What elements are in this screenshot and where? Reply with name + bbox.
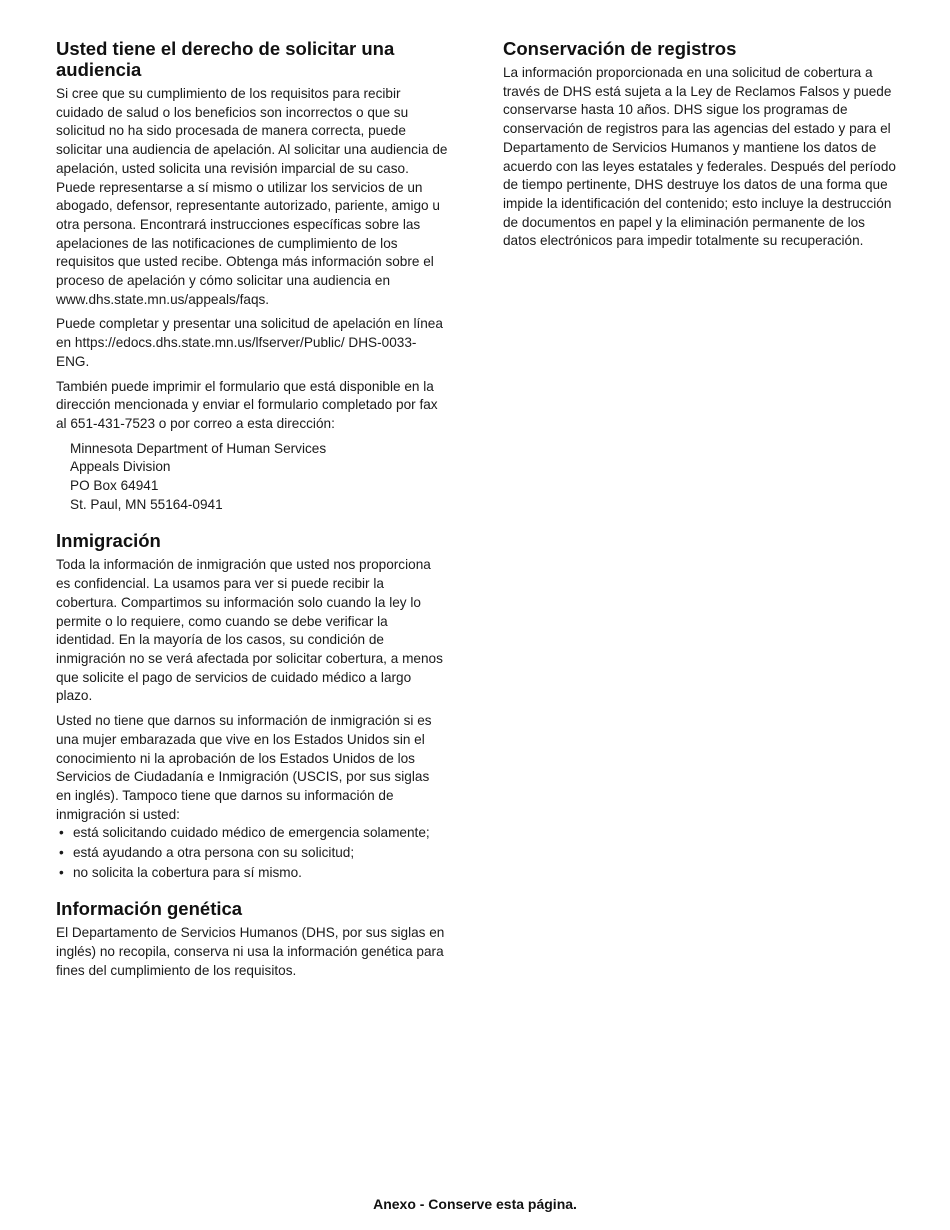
address-line: PO Box 64941 <box>70 478 159 494</box>
records-heading: Conservación de registros <box>503 38 737 59</box>
list-item <box>56 864 448 883</box>
bullet-icon: • <box>59 825 64 841</box>
hearing-paragraph-1: Si cree que su cumplimiento de los requisitos para recibir cuidado de salud o los beneficios son incorrectos o que su solicitud no ha sido procesada de manera correcta, puede solicitar una audiencia de apelación. Al solicitar una audiencia de apelación, usted solicita una revisión imparcial de su caso. Puede representarse a sí mismo o utilizar los servicios de un abogado, defensor, representante autorizado, pariente, amigo u otra persona. Encontrará instrucciones específicas sobre las apelaciones de las notificaciones de cumplimiento de los requisitos que usted recibe. Obtenga más información sobre el proceso de apelación y cómo solicitar una audiencia en www.dhs.state.mn.us/appeals/faqs. <box>56 86 448 307</box>
immigration-heading: Inmigración <box>56 530 161 552</box>
bullet-icon: • <box>59 845 64 861</box>
list-item <box>56 844 448 863</box>
page-footer: Anexo - Conserve esta página. <box>373 1196 577 1212</box>
list-item <box>56 824 448 843</box>
address-line: Appeals Division <box>70 459 171 475</box>
hearing-heading: Usted tiene el derecho de solicitar una audiencia <box>56 38 395 80</box>
list-item-text: está ayudando a otra persona con su solicitud; <box>73 845 355 861</box>
hearing-paragraph-3: También puede imprimir el formulario que está disponible en la dirección mencionada y enviar el formulario completado por fax al 651-431-7523 o por correo a esta dirección: <box>56 378 438 431</box>
genetic-paragraph: El Departamento de Servicios Humanos (DHS, por sus siglas en inglés) no recopila, conserva ni usa la información genética para fines del cumplimiento de los requisitos. <box>56 925 445 978</box>
right-column <box>503 38 898 267</box>
left-column <box>56 38 448 997</box>
list-item-text: está solicitando cuidado médico de emergencia solamente; <box>73 825 430 841</box>
hearing-paragraph-2: Puede completar y presentar una solicitud de apelación en línea en https://edocs.dhs.state.mn.us/lfserver/Public/ DHS-0033-ENG. <box>56 316 443 369</box>
hearing-section <box>56 38 448 514</box>
mailing-address <box>70 440 448 515</box>
records-paragraph: La información proporcionada en una solicitud de cobertura a través de DHS está sujeta a la Ley de Reclamos Falsos y puede conservarse hasta 10 años. DHS sigue los programas de conservación de registros para las agencias del estado y para el Departamento de Servicios Humanos y mantiene los datos de acuerdo con las leyes estatales y federales. Después del período de tiempo pertinente, DHS destruye los datos de una forma que impide la identificación del contenido; esto incluye la destrucción de documentos en papel y la eliminación permanente de los datos electrónicos para impedir totalmente su recuperación. <box>503 65 896 249</box>
records-section <box>503 38 898 251</box>
immigration-section <box>56 530 448 882</box>
immigration-exemptions-list <box>56 824 448 882</box>
address-line: St. Paul, MN 55164-0941 <box>70 496 223 512</box>
address-line: Minnesota Department of Human Services <box>70 440 327 456</box>
genetic-section <box>56 898 448 980</box>
immigration-paragraph-1: Toda la información de inmigración que usted nos proporciona es confidencial. La usamos para ver si puede recibir la cobertura. Compartimos su información solo cuando la ley lo permite o lo requiere, como cuando se debe verificar la identidad. En la mayoría de los casos, su condición de inmigración no se verá afectada por solicitar cobertura, a menos que solicite el pago de servicios de cuidado médico a largo plazo. <box>56 557 443 704</box>
list-item-text: no solicita la cobertura para sí mismo. <box>73 864 302 880</box>
bullet-icon: • <box>59 864 64 880</box>
immigration-paragraph-2: Usted no tiene que darnos su información de inmigración si es una mujer embarazada que vive en los Estados Unidos sin el conocimiento ni la aprobación de los Estados Unidos de los Servicios de Ciudadanía e Inmigración (USCIS, por sus siglas en inglés). Tampoco tiene que darnos su información de inmigración si usted: <box>56 713 432 822</box>
genetic-heading: Información genética <box>56 898 243 920</box>
